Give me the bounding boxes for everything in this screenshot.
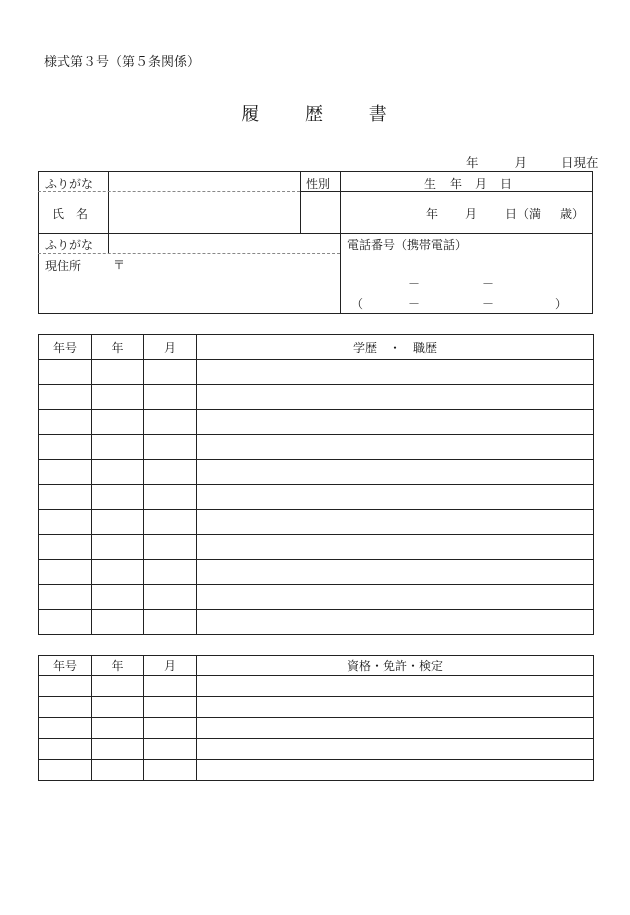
table-cell[interactable]: [92, 485, 144, 510]
table-cell[interactable]: [197, 485, 594, 510]
table-cell[interactable]: [144, 610, 197, 635]
history-row: [39, 360, 594, 385]
table-cell[interactable]: [197, 585, 594, 610]
table-cell[interactable]: [197, 510, 594, 535]
license-row: [39, 718, 594, 739]
table-cell[interactable]: [144, 435, 197, 460]
postal-mark: 〒: [113, 258, 126, 272]
table-cell[interactable]: [39, 435, 92, 460]
license-row: [39, 676, 594, 697]
date-day-now-label: 日現在: [560, 155, 599, 170]
table-cell[interactable]: [92, 697, 144, 718]
table-cell[interactable]: [197, 560, 594, 585]
history-header-month: 月: [144, 335, 197, 360]
license-header-row: [39, 656, 594, 676]
birth-month-label: 月: [475, 177, 488, 191]
table-cell[interactable]: [92, 360, 144, 385]
divider: [340, 171, 341, 314]
table-cell[interactable]: [144, 460, 197, 485]
table-cell[interactable]: [197, 535, 594, 560]
table-cell[interactable]: [197, 718, 594, 739]
table-cell[interactable]: [197, 410, 594, 435]
mobile-close-paren: ）: [555, 297, 568, 311]
table-cell[interactable]: [92, 760, 144, 781]
title-char-3: 書: [368, 104, 389, 125]
table-cell[interactable]: [92, 676, 144, 697]
table-cell[interactable]: [92, 435, 144, 460]
history-row: [39, 460, 594, 485]
phone-dash-2: －: [482, 277, 495, 291]
table-cell[interactable]: [39, 385, 92, 410]
license-row: [39, 739, 594, 760]
table-cell[interactable]: [39, 360, 92, 385]
history-row: [39, 485, 594, 510]
table-cell[interactable]: [197, 460, 594, 485]
table-cell[interactable]: [39, 535, 92, 560]
divider: [38, 233, 593, 234]
history-header-year: 年: [92, 335, 144, 360]
license-row: [39, 760, 594, 781]
table-cell[interactable]: [144, 718, 197, 739]
table-cell[interactable]: [92, 718, 144, 739]
phone-dash-1: －: [408, 277, 421, 291]
history-row: [39, 610, 594, 635]
furigana-label-2: ふりがな: [45, 238, 94, 252]
divider: [108, 233, 109, 253]
table-cell[interactable]: [197, 739, 594, 760]
license-row: [39, 697, 594, 718]
address-label: 現住所: [45, 259, 82, 273]
table-cell[interactable]: [144, 485, 197, 510]
license-header-era: 年号: [39, 656, 92, 676]
title-char-1: 履: [241, 104, 262, 125]
table-cell[interactable]: [197, 360, 594, 385]
table-cell[interactable]: [39, 676, 92, 697]
history-row: [39, 585, 594, 610]
table-cell[interactable]: [144, 510, 197, 535]
table-cell[interactable]: [39, 485, 92, 510]
table-cell[interactable]: [92, 460, 144, 485]
table-cell[interactable]: [92, 510, 144, 535]
table-cell[interactable]: [197, 435, 594, 460]
personal-info-box: [38, 171, 593, 314]
table-cell[interactable]: [39, 585, 92, 610]
birth-year-label: 年: [450, 177, 463, 191]
mobile-dash-1: －: [408, 297, 421, 311]
age-month-label: 月: [465, 207, 478, 221]
table-cell[interactable]: [144, 360, 197, 385]
history-row: [39, 385, 594, 410]
divider: [38, 253, 340, 254]
license-header-month: 月: [144, 656, 197, 676]
mobile-open-paren: （: [351, 297, 364, 311]
history-row: [39, 560, 594, 585]
form-number: 様式第３号（第５条関係）: [44, 55, 201, 70]
history-row: [39, 510, 594, 535]
history-header-era: 年号: [39, 335, 92, 360]
table-cell[interactable]: [197, 610, 594, 635]
table-cell[interactable]: [92, 410, 144, 435]
mobile-dash-2: －: [482, 297, 495, 311]
table-cell[interactable]: [144, 385, 197, 410]
table-cell[interactable]: [39, 718, 92, 739]
age-day-label: 日（満: [505, 207, 542, 221]
table-cell[interactable]: [39, 610, 92, 635]
table-cell[interactable]: [144, 535, 197, 560]
table-cell[interactable]: [39, 560, 92, 585]
table-cell[interactable]: [39, 460, 92, 485]
license-header-year: 年: [92, 656, 144, 676]
table-cell[interactable]: [39, 510, 92, 535]
history-table: [38, 334, 594, 635]
table-cell[interactable]: [39, 410, 92, 435]
history-header-content: 学歴 ・ 職歴: [197, 335, 594, 360]
history-header-row: [39, 335, 594, 360]
furigana-label: ふりがな: [45, 177, 94, 191]
table-cell[interactable]: [39, 739, 92, 760]
table-cell[interactable]: [144, 739, 197, 760]
license-header-content: 資格・免許・検定: [197, 656, 594, 676]
table-cell[interactable]: [144, 760, 197, 781]
age-sai-label: 歳）: [560, 207, 585, 221]
table-cell[interactable]: [144, 697, 197, 718]
birth-day-label: 日: [500, 177, 513, 191]
age-year-label: 年: [426, 207, 439, 221]
divider: [300, 171, 301, 234]
table-cell[interactable]: [197, 760, 594, 781]
date-month-label: 月: [514, 155, 527, 170]
divider: [108, 171, 109, 234]
table-cell[interactable]: [92, 560, 144, 585]
page-title: [0, 100, 630, 126]
table-cell[interactable]: [92, 610, 144, 635]
date-line: [466, 153, 598, 171]
birth-label: 生: [424, 177, 437, 191]
table-cell[interactable]: [197, 385, 594, 410]
history-row: [39, 535, 594, 560]
table-cell[interactable]: [197, 676, 594, 697]
table-cell[interactable]: [92, 535, 144, 560]
table-cell[interactable]: [197, 697, 594, 718]
table-cell[interactable]: [144, 585, 197, 610]
table-cell[interactable]: [39, 697, 92, 718]
phone-label: 電話番号（携帯電話）: [347, 238, 468, 252]
history-row: [39, 410, 594, 435]
table-cell[interactable]: [92, 385, 144, 410]
name-label: 氏 名: [52, 207, 89, 221]
table-cell[interactable]: [144, 560, 197, 585]
table-cell[interactable]: [92, 739, 144, 760]
license-table: [38, 655, 594, 781]
divider: [300, 191, 593, 192]
table-cell[interactable]: [144, 410, 197, 435]
history-row: [39, 435, 594, 460]
date-year-label: 年: [466, 155, 479, 170]
table-cell[interactable]: [39, 760, 92, 781]
title-char-2: 歴: [305, 104, 325, 125]
table-cell[interactable]: [92, 585, 144, 610]
table-cell[interactable]: [144, 676, 197, 697]
gender-label: 性別: [306, 177, 331, 191]
